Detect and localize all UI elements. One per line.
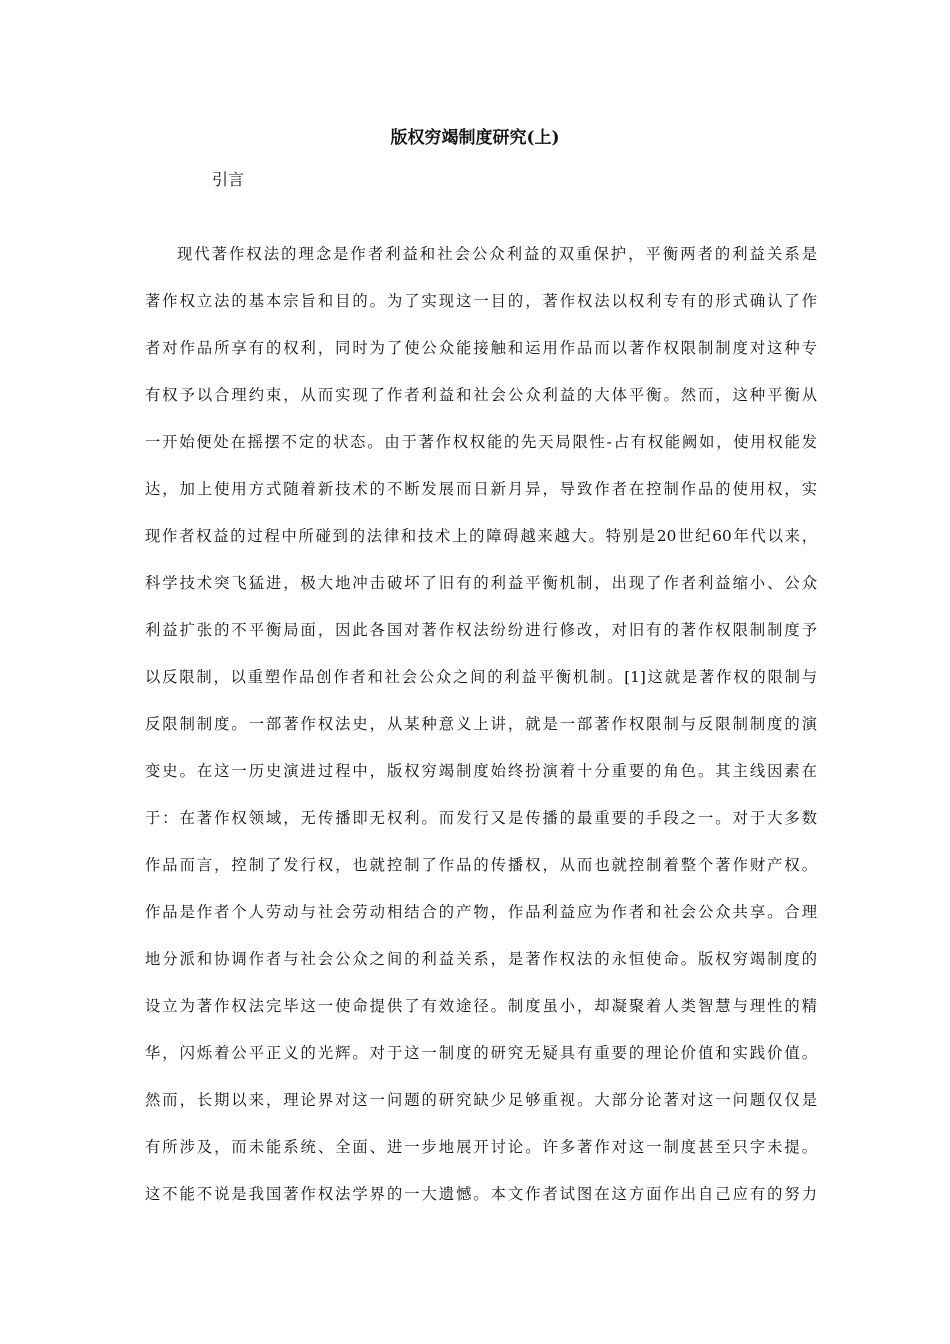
text-line: 者对作品所享有的权利，同时为了使公众能接触和运用作品而以著作权限制制度对这种专 bbox=[145, 339, 817, 357]
text-line: 于：在著作权领域，无传播即无权利。而发行又是传播的最重要的手段之一。对于大多数 bbox=[145, 809, 817, 827]
text-line: 变史。在这一历史演进过程中，版权穷竭制度始终扮演着十分重要的角色。其主线因素在 bbox=[145, 762, 817, 780]
section-heading: 引言 bbox=[212, 170, 245, 189]
text-line: 有权予以合理约束，从而实现了作者利益和社会公众利益的大体平衡。然而，这种平衡从 bbox=[145, 386, 817, 404]
text-line: 作品是作者个人劳动与社会劳动相结合的产物，作品利益应为作者和社会公众共享。合理 bbox=[145, 903, 817, 921]
body-paragraph bbox=[145, 240, 817, 1227]
text-line: 这不能不说是我国著作权法学界的一大遗憾。本文作者试图在这方面作出自己应有的努力 bbox=[145, 1185, 817, 1203]
text-line: 以反限制，以重塑作品创作者和社会公众之间的利益平衡机制。[1]这就是著作权的限制与 bbox=[145, 668, 817, 686]
text-line: 设立为著作权法完毕这一使命提供了有效途径。制度虽小，却凝聚着人类智慧与理性的精 bbox=[145, 997, 817, 1015]
text-line: 科学技术突飞猛进，极大地冲击破坏了旧有的利益平衡机制，出现了作者利益缩小、公众 bbox=[145, 574, 817, 592]
text-line: 华，闪烁着公平正义的光辉。对于这一制度的研究无疑具有重要的理论价值和实践价值。 bbox=[145, 1044, 817, 1062]
text-line: 现代著作权法的理念是作者利益和社会公众利益的双重保护，平衡两者的利益关系是 bbox=[177, 245, 817, 263]
text-line: 一开始便处在摇摆不定的状态。由于著作权权能的先天局限性-占有权能阙如，使用权能发 bbox=[145, 433, 817, 451]
text-line: 达，加上使用方式随着新技术的不断发展而日新月异，导致作者在控制作品的使用权，实 bbox=[145, 480, 817, 498]
text-line: 反限制制度。一部著作权法史，从某种意义上讲，就是一部著作权限制与反限制制度的演 bbox=[145, 715, 817, 733]
text-line: 作品而言，控制了发行权，也就控制了作品的传播权，从而也就控制着整个著作财产权。 bbox=[145, 856, 817, 874]
text-line: 地分派和协调作者与社会公众之间的利益关系，是著作权法的永恒使命。版权穷竭制度的 bbox=[145, 950, 817, 968]
text-line: 然而，长期以来，理论界对这一问题的研究缺少足够重视。大部分论著对这一问题仅仅是 bbox=[145, 1091, 817, 1109]
document-title: 版权穷竭制度研究(上) bbox=[390, 128, 560, 148]
text-line: 著作权立法的基本宗旨和目的。为了实现这一目的，著作权法以权利专有的形式确认了作 bbox=[145, 292, 817, 310]
text-line: 利益扩张的不平衡局面，因此各国对著作权法纷纷进行修改，对旧有的著作权限制制度予 bbox=[145, 621, 817, 639]
text-line: 现作者权益的过程中所碰到的法律和技术上的障碍越来越大。特别是20世纪60年代以来， bbox=[145, 527, 817, 545]
text-line: 有所涉及，而未能系统、全面、进一步地展开讨论。许多著作对这一制度甚至只字未提。 bbox=[145, 1138, 817, 1156]
